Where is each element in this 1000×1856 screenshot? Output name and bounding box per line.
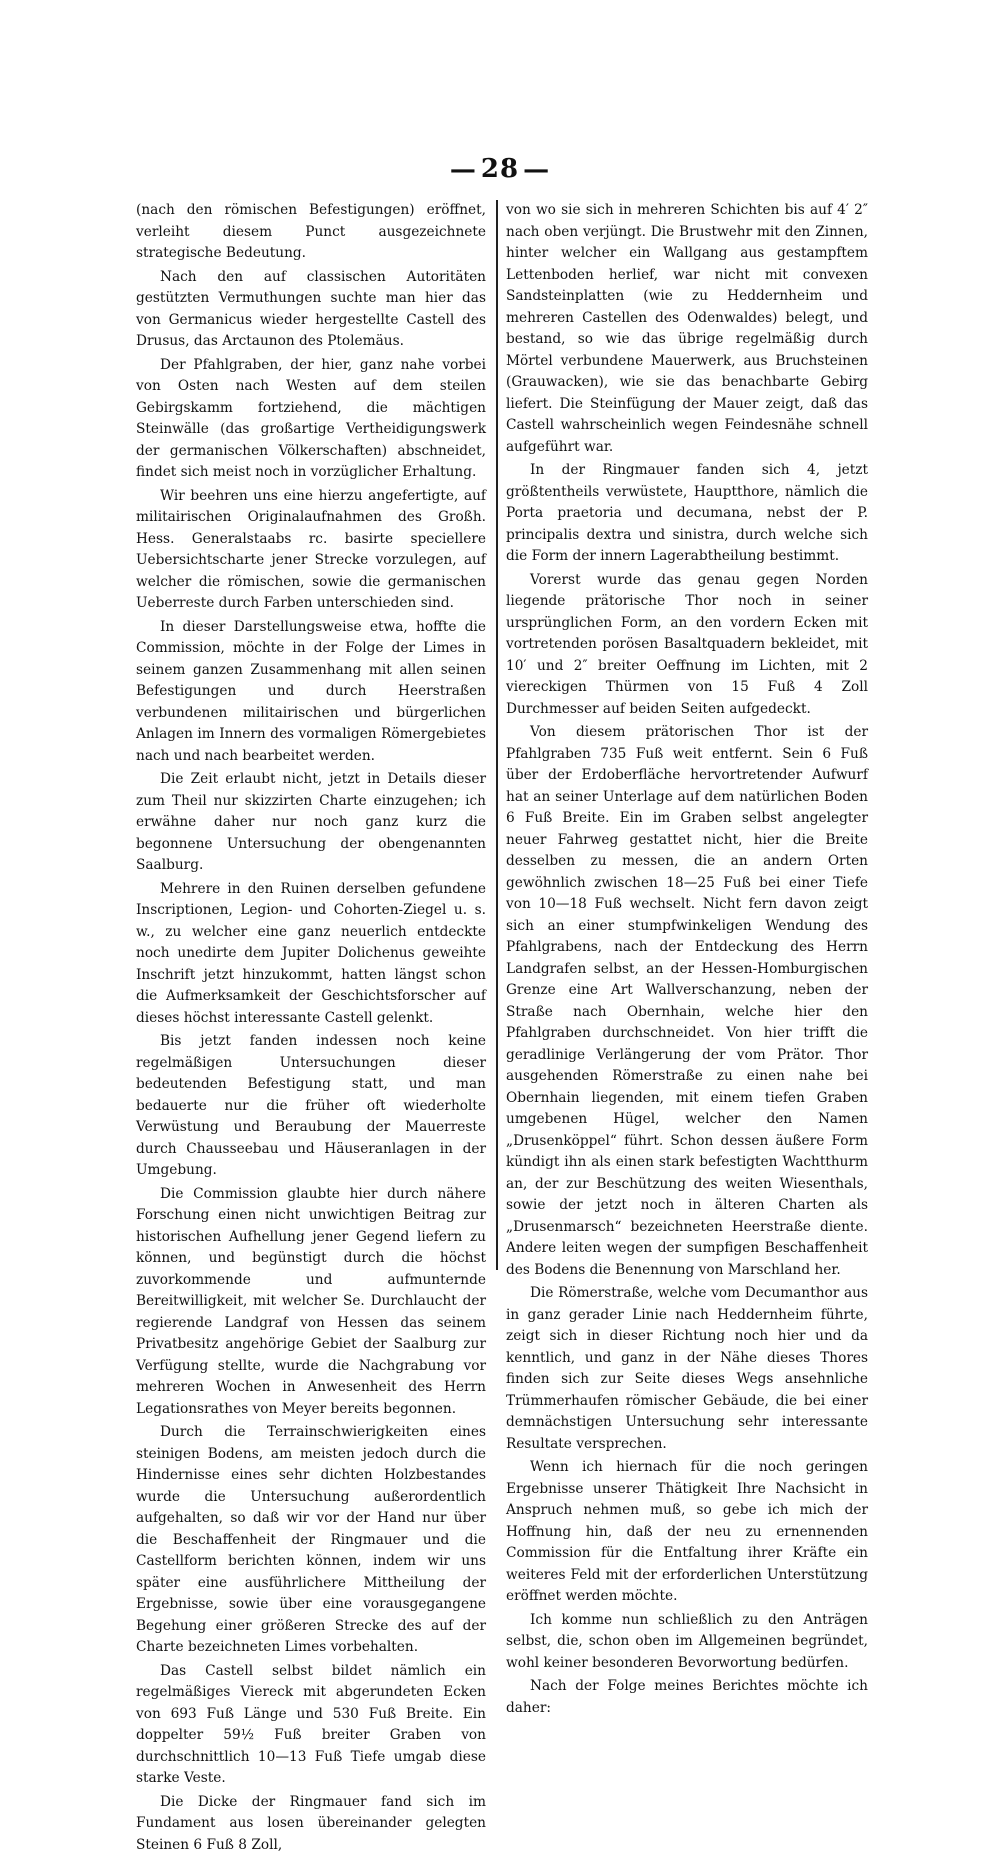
paragraph: von wo sie sich in mehreren Schichten bis auf 4′ 2″ nach oben verjüngt. Die Brustwehr mit den Zinnen, hinter welcher ein Wallgang aus gestampftem Lettenboden herlief, war nicht mit convexen Sandsteinplatten (wie zu Heddernheim und mehreren Castellen des Odenwaldes) belegt, und bestand, so wie das übrige regelmäßig durch Mörtel verbundene Mauerwerk, aus Bruchsteinen (Grauwacken), wie sie das benachbarte Gebirg liefert. Die Steinfügung der Mauer zeigt, daß das Castell wahrscheinlich wegen Feindesnähe schnell aufgeführt war. bbox=[506, 200, 868, 458]
paragraph: Wenn ich hiernach für die noch geringen Ergebnisse unserer Thätigkeit Ihre Nachsicht in Anspruch nehmen muß, so gebe ich mich der Hoffnung hin, daß der neu zu ernennenden Commission für die Entfaltung ihrer Kräfte ein weiteres Feld mit der erforderlichen Unterstützung eröffnet werden möchte. bbox=[506, 1457, 868, 1608]
paragraph: Vorerst wurde das genau gegen Norden liegende prätorische Thor noch in seiner ursprünglichen Form, an den vordern Ecken mit vortretenden porösen Basaltquadern bekleidet, mit 10′ und 2″ breiter Oeffnung im Lichten, mit 2 viereckigen Thürmen von 15 Fuß 4 Zoll Durchmesser auf beiden Seiten aufgedeckt. bbox=[506, 570, 868, 721]
paragraph: Durch die Terrainschwierigkeiten eines steinigen Bodens, am meisten jedoch durch die Hindernisse eines sehr dichten Holzbestandes wurde die Untersuchung außerordentlich aufgehalten, so daß wir vor der Hand nur über die Beschaffenheit der Ringmauer und die Castellform berichten können, indem wir uns später eine ausführlichere Mittheilung der Ergebnisse, sowie über eine vorausgegangene Begehung einer größeren Strecke des auf der Charte bezeichneten Limes vorbehalten. bbox=[136, 1422, 486, 1659]
paragraph: Wir beehren uns eine hierzu angefertigte, auf militairischen Originalaufnahmen des Großh. Hess. Generalstaabs rc. basirte speciellere Uebersichtscharte jener Strecke vorzulegen, auf welcher die römischen, sowie die germanischen Ueberreste durch Farben unterschieden sind. bbox=[136, 486, 486, 615]
paragraph: Die Dicke der Ringmauer fand sich im Fundament aus losen übereinander gelegten Steinen 6 Fuß 8 Zoll, bbox=[136, 1792, 486, 1856]
page-number bbox=[440, 154, 560, 185]
left-column bbox=[136, 200, 486, 1270]
paragraph: Das Castell selbst bildet nämlich ein regelmäßiges Viereck mit abgerundeten Ecken von 693 Fuß Länge und 530 Fuß Breite. Ein doppelter 59½ Fuß breiter Graben von durchschnittlich 10—13 Fuß Tiefe umgab diese starke Veste. bbox=[136, 1661, 486, 1790]
paragraph: Mehrere in den Ruinen derselben gefundene Inscriptionen, Legion- und Cohorten-Ziegel u. s. w., zu welcher eine ganz neuerlich entdeckte noch unedirte dem Jupiter Dolichenus geweihte Inschrift jetzt hinzukommt, hatten längst schon die Aufmerksamkeit der Geschichtsforscher auf dieses höchst interessante Castell gelenkt. bbox=[136, 879, 486, 1030]
dash-right: — bbox=[523, 155, 550, 185]
page-number-value: 28 bbox=[481, 154, 519, 184]
paragraph: Ich komme nun schließlich zu den Anträgen selbst, die, schon oben im Allgemeinen begründet, wohl keiner besonderen Bevorwortung bedürfen. bbox=[506, 1610, 868, 1675]
paragraph: (nach den römischen Befestigungen) eröffnet, verleiht diesem Punct ausgezeichnete strategische Bedeutung. bbox=[136, 200, 486, 265]
right-column bbox=[506, 200, 868, 1270]
paragraph: Von diesem prätorischen Thor ist der Pfahlgraben 735 Fuß weit entfernt. Sein 6 Fuß über der Erdoberfläche hervortretender Aufwurf hat an seiner Unterlage auf dem natürlichen Boden 6 Fuß Breite. Ein im Graben selbst angelegter neuer Fahrweg gestattet nicht, hier die Breite desselben zu messen, die an andern Orten gewöhnlich zwischen 18—25 Fuß bei einer Tiefe von 10—18 Fuß wechselt. Nicht fern davon zeigt sich an einer stumpfwinkeligen Wendung des Pfahlgrabens, nach der Entdeckung des Herrn Landgrafen selbst, an der Hessen-Homburgischen Grenze eine Art Wallverschanzung, neben der Straße nach Obernhain, welche hier den Pfahlgraben durchschneidet. Von hier trifft die geradlinige Verlängerung der vom Prätor. Thor ausgehenden Römerstraße zu einen nahe bei Obernhain liegenden, mit einem tiefen Graben umgebenen Hügel, welcher den Namen „Drusenköppel“ führt. Schon dessen äußere Form kündigt ihn als einen stark befestigten Wachtthurm an, der zur Beschützung des weiten Wiesenthals, sowie der jetzt noch in älteren Charten als „Drusenmarsch“ bezeichneten Heerstraße diente. Andere leiten wegen der sumpfigen Beschaffenheit des Bodens die Benennung von Marschland her. bbox=[506, 722, 868, 1281]
paragraph: Nach den auf classischen Autoritäten gestützten Vermuthungen suchte man hier das von Germanicus wieder hergestellte Castell des Drusus, das Arctaunon des Ptolemäus. bbox=[136, 267, 486, 353]
paragraph: Die Römerstraße, welche vom Decumanthor aus in ganz gerader Linie nach Heddernheim führte, zeigt sich in dieser Richtung noch hier und da kenntlich, und ganz in der Nähe dieses Thores finden sich zur Seite dieses Wegs ansehnliche Trümmerhaufen römischer Gebäude, die bei einer demnächstigen Untersuchung sehr interessante Resultate versprechen. bbox=[506, 1283, 868, 1455]
paragraph: Die Commission glaubte hier durch nähere Forschung einen nicht unwichtigen Beitrag zur historischen Aufhellung jener Gegend liefern zu können, und begünstigt durch die höchst zuvorkommende und aufmunternde Bereitwilligkeit, mit welcher Se. Durchlaucht der regierende Landgraf von Hessen das seinem Privatbesitz angehörige Gebiet der Saalburg zur Verfügung stellte, wurde die Nachgrabung vor mehreren Wochen in Anwesenheit des Herrn Legationsrathes von Meyer bereits begonnen. bbox=[136, 1184, 486, 1421]
column-divider bbox=[496, 200, 498, 1270]
paragraph: Bis jetzt fanden indessen noch keine regelmäßigen Untersuchungen dieser bedeutenden Befestigung statt, und man bedauerte nur die früher oft wiederholte Verwüstung und Beraubung der Mauerreste durch Chausseebau und Häuseranlagen in der Umgebung. bbox=[136, 1031, 486, 1182]
paragraph: Die Zeit erlaubt nicht, jetzt in Details dieser zum Theil nur skizzirten Charte einzugehen; ich erwähne daher nur noch ganz kurz die begonnene Untersuchung der obengenannten Saalburg. bbox=[136, 769, 486, 877]
paragraph: Nach der Folge meines Berichtes möchte ich daher: bbox=[506, 1676, 868, 1719]
paragraph: Der Pfahlgraben, der hier, ganz nahe vorbei von Osten nach Westen auf dem steilen Gebirgskamm fortziehend, die mächtigen Steinwälle (das großartige Vertheidigungswerk der germanischen Völkerschaften) abschneidet, findet sich meist noch in vorzüglicher Erhaltung. bbox=[136, 355, 486, 484]
paragraph: In der Ringmauer fanden sich 4, jetzt größtentheils verwüstete, Hauptthore, nämlich die Porta praetoria und decumana, nebst der P. principalis dextra und sinistra, durch welche sich die Form der innern Lagerabtheilung bestimmt. bbox=[506, 460, 868, 568]
paragraph: In dieser Darstellungsweise etwa, hoffte die Commission, möchte in der Folge der Limes in seinem ganzen Zusammenhang mit allen seinen Befestigungen und durch Heerstraßen verbundenen militairischen und bürgerlichen Anlagen im Innern des vormaligen Römergebietes nach und nach bearbeitet werden. bbox=[136, 617, 486, 768]
dash-left: — bbox=[450, 155, 477, 185]
